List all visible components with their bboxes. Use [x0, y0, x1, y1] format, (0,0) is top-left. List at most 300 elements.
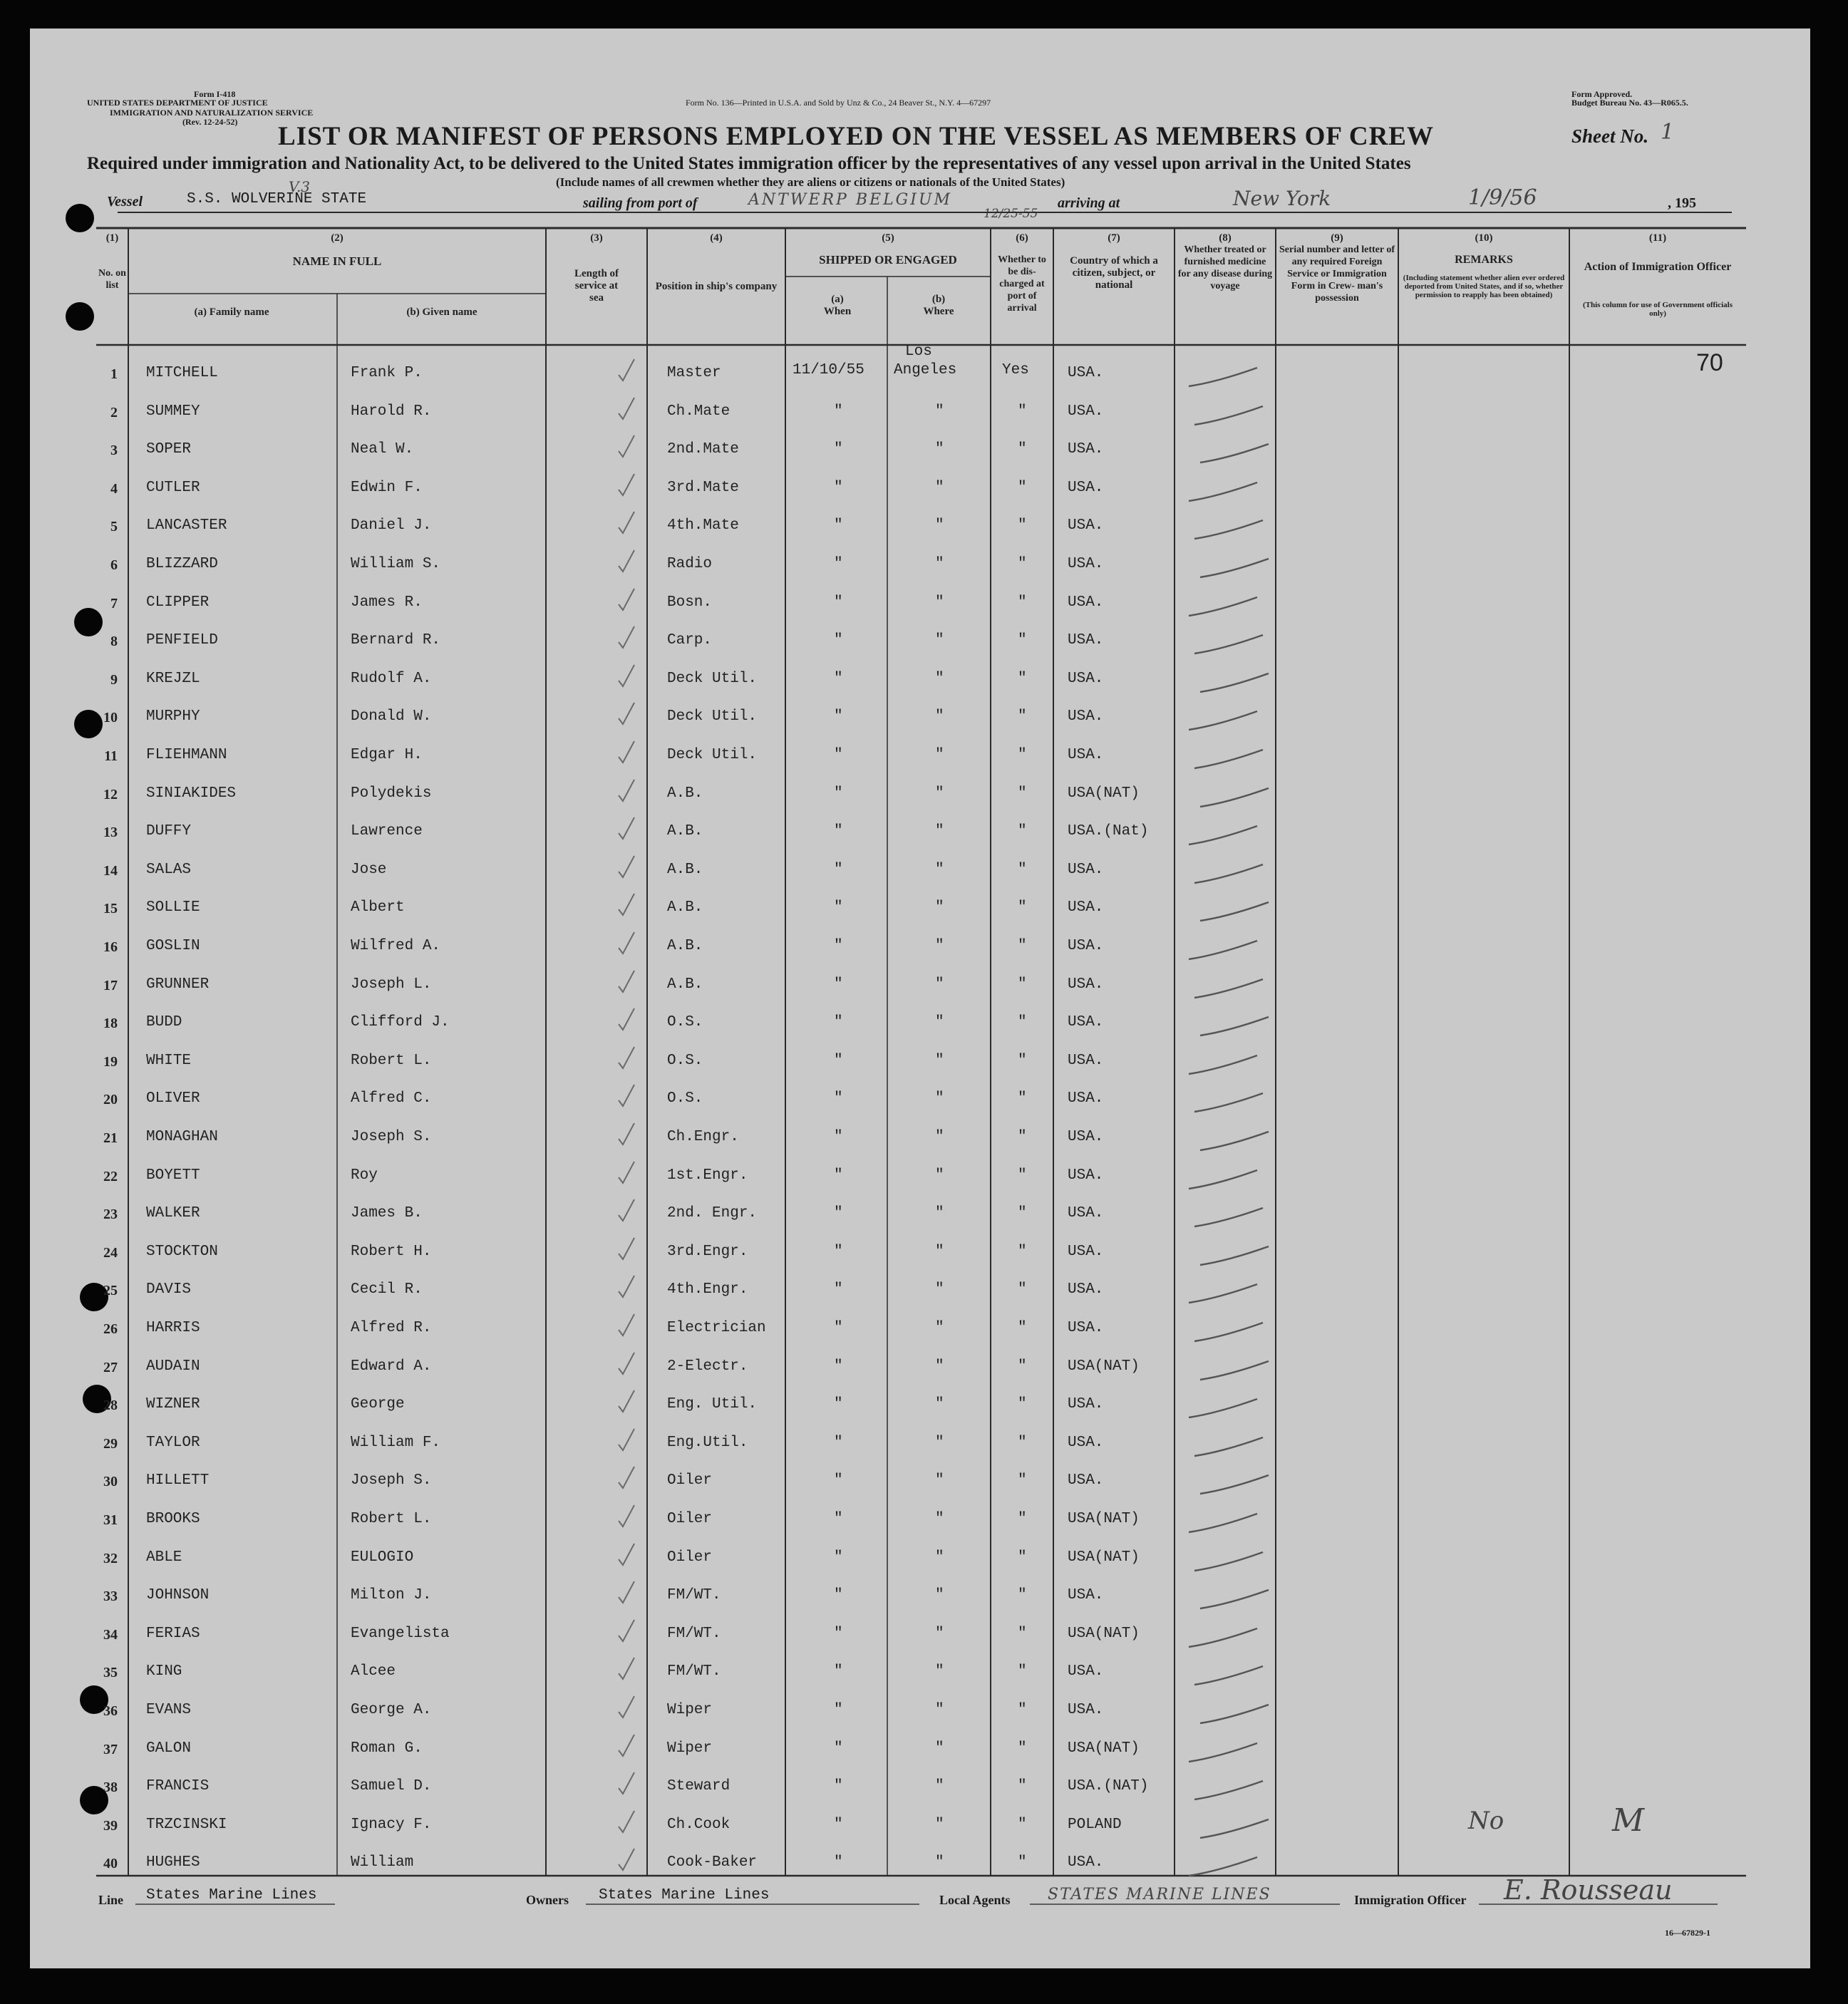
position: Wiper: [667, 1702, 713, 1718]
ditto-where: ": [935, 1014, 944, 1031]
ditto-where: ": [935, 1090, 944, 1107]
ditto-when: ": [834, 1472, 843, 1489]
position: FM/WT.: [667, 1626, 721, 1642]
ditto-when: ": [834, 899, 843, 916]
given-name: Cecil R.: [351, 1281, 423, 1298]
ditto-discharged: ": [1018, 708, 1027, 725]
ditto-discharged: ": [1018, 441, 1027, 458]
country: USA.: [1068, 1281, 1104, 1298]
given-name: Frank P.: [351, 365, 423, 381]
ditto-where: ": [935, 1778, 944, 1794]
ditto-where: ": [935, 594, 944, 611]
given-name: Alfred R.: [351, 1320, 432, 1336]
position: Ch.Mate: [667, 403, 731, 420]
family-name: BOYETT: [146, 1167, 200, 1184]
ditto-where: ": [935, 1854, 944, 1871]
row-number: 37: [103, 1742, 118, 1757]
medicine-dash: [1189, 1055, 1257, 1074]
ditto-when: ": [834, 1129, 843, 1145]
given-name: Lawrence: [351, 823, 423, 840]
ditto-discharged: ": [1018, 1511, 1027, 1527]
country: USA.: [1068, 747, 1104, 763]
row-number: 8: [110, 634, 118, 649]
medicine-dash: [1200, 1819, 1269, 1838]
col5a-header: (a) When: [823, 294, 852, 317]
position: Wiper: [667, 1740, 713, 1757]
col11-header: Action of Immigration Officer: [1584, 261, 1732, 273]
check-mark: [619, 894, 634, 915]
col5-number: (5): [882, 232, 894, 244]
medicine-dash: [1189, 1857, 1257, 1876]
given-name: Robert L.: [351, 1053, 432, 1069]
family-name: FERIAS: [146, 1626, 200, 1642]
medicine-dash: [1189, 826, 1257, 845]
country: USA.(Nat): [1068, 823, 1149, 840]
check-mark: [619, 665, 634, 686]
check-mark: [619, 1199, 634, 1221]
position: O.S.: [667, 1053, 703, 1069]
ditto-where: ": [935, 1472, 944, 1489]
medicine-dash: [1194, 406, 1263, 425]
check-mark: [619, 1696, 634, 1718]
row-number: 19: [103, 1054, 118, 1070]
ditto-when: ": [834, 1817, 843, 1833]
ditto-discharged: ": [1018, 823, 1027, 840]
ditto-when: ": [834, 403, 843, 420]
ditto-discharged: ": [1018, 785, 1027, 802]
medicine-dash: [1189, 1399, 1257, 1417]
country: USA.: [1068, 1472, 1104, 1489]
family-name: PENFIELD: [146, 632, 218, 649]
agents-label: Local Agents: [939, 1893, 1011, 1907]
family-name: SUMMEY: [146, 403, 200, 420]
country: USA(NAT): [1068, 1358, 1140, 1375]
owners-value: States Marine Lines: [599, 1887, 770, 1904]
ditto-discharged: ": [1018, 1167, 1027, 1184]
col4-number: (4): [710, 232, 723, 244]
medicine-dash: [1200, 788, 1269, 807]
row-number: 11: [104, 748, 118, 764]
ditto-where: ": [935, 899, 944, 916]
given-name: Joseph S.: [351, 1129, 432, 1145]
medicine-dash: [1189, 368, 1257, 386]
given-name: Albert: [351, 899, 405, 916]
ditto-discharged: ": [1018, 1817, 1027, 1833]
col6-header: Whether to be dis- charged at port of arrival: [998, 254, 1046, 314]
family-name: HILLETT: [146, 1472, 210, 1489]
given-name: Harold R.: [351, 403, 432, 420]
position: Carp.: [667, 632, 713, 649]
row-number: 32: [103, 1551, 118, 1566]
ditto-where: ": [935, 1663, 944, 1680]
ditto-when: ": [834, 1435, 843, 1451]
ditto-when: ": [834, 1167, 843, 1184]
shipped-when: 11/10/55: [793, 362, 864, 378]
family-name: MURPHY: [146, 708, 200, 725]
row-number: 35: [103, 1665, 118, 1680]
medicine-dash: [1194, 1208, 1263, 1226]
ditto-where: ": [935, 938, 944, 954]
given-name: Roman G.: [351, 1740, 423, 1757]
position: Bosn.: [667, 594, 713, 611]
ditto-where: ": [935, 1396, 944, 1412]
ditto-when: ": [834, 671, 843, 687]
given-name: Jose: [351, 862, 387, 878]
family-name: STOCKTON: [146, 1244, 218, 1260]
ditto-where: ": [935, 556, 944, 572]
position: Oiler: [667, 1472, 713, 1489]
row-number: 31: [103, 1512, 118, 1528]
check-mark: [619, 1314, 634, 1336]
ditto-where: ": [935, 1511, 944, 1527]
medicine-dash: [1200, 1361, 1269, 1380]
check-mark: [619, 817, 634, 839]
check-mark: [619, 512, 634, 533]
ditto-discharged: ": [1018, 1320, 1027, 1336]
check-mark: [619, 1658, 634, 1679]
ditto-discharged: ": [1018, 1435, 1027, 1451]
check-mark: [619, 1008, 634, 1030]
discharged-value: Yes: [1002, 362, 1029, 378]
country: USA.: [1068, 480, 1104, 496]
ditto-where: ": [935, 785, 944, 802]
family-name: HUGHES: [146, 1854, 200, 1871]
family-name: BROOKS: [146, 1511, 200, 1527]
given-name: George A.: [351, 1702, 432, 1718]
check-mark: [619, 1811, 634, 1832]
ditto-when: ": [834, 1320, 843, 1336]
check-mark: [619, 1276, 634, 1297]
ditto-when: ": [834, 785, 843, 802]
arriving-at: New York: [1233, 187, 1331, 210]
medicine-dash: [1189, 1628, 1257, 1647]
col1-header: No. on list: [98, 268, 126, 291]
ditto-discharged: ": [1018, 938, 1027, 954]
country: USA.: [1068, 1014, 1104, 1031]
position: A.B.: [667, 938, 703, 954]
check-mark: [619, 703, 634, 724]
row-number: 38: [103, 1780, 118, 1795]
ditto-where: ": [935, 708, 944, 725]
medicine-dash: [1200, 559, 1269, 577]
position: 1st.Engr.: [667, 1167, 748, 1184]
ditto-discharged: ": [1018, 1549, 1027, 1566]
given-name: Samuel D.: [351, 1778, 432, 1794]
ditto-when: ": [834, 594, 843, 611]
row-number: 14: [103, 863, 118, 879]
check-mark: [619, 550, 634, 572]
owners-label: Owners: [526, 1893, 569, 1907]
given-name: Edward A.: [351, 1358, 432, 1375]
family-name: CLIPPER: [146, 594, 210, 611]
position: A.B.: [667, 862, 703, 878]
sheet-label: Sheet No.: [1571, 125, 1648, 147]
check-mark: [619, 1390, 634, 1412]
row-number: 20: [103, 1092, 118, 1107]
ditto-when: ": [834, 1090, 843, 1107]
check-mark: [619, 1544, 634, 1565]
ditto-where: ": [935, 747, 944, 763]
country: USA.: [1068, 403, 1104, 420]
check-mark: [619, 435, 634, 457]
sailing-from: ANTWERP BELGIUM: [748, 191, 953, 209]
check-mark: [619, 1735, 634, 1756]
position: FM/WT.: [667, 1663, 721, 1680]
ditto-discharged: ": [1018, 976, 1027, 993]
given-name: Robert L.: [351, 1511, 432, 1527]
check-mark: [619, 856, 634, 877]
budget-bureau: Budget Bureau No. 43—R065.5.: [1571, 98, 1688, 108]
col2-number: (2): [331, 232, 344, 244]
row-number: 22: [103, 1169, 118, 1184]
given-name: Donald W.: [351, 708, 432, 725]
country: USA(NAT): [1068, 785, 1140, 802]
family-name: SOLLIE: [146, 899, 200, 916]
ditto-discharged: ": [1018, 1663, 1027, 1680]
ditto-when: ": [834, 1663, 843, 1680]
action-value: 70: [1696, 349, 1723, 376]
ditto-when: ": [834, 823, 843, 840]
position: Eng.Util.: [667, 1435, 748, 1451]
country: USA.: [1068, 594, 1104, 611]
ditto-where: ": [935, 862, 944, 878]
sailing-date: 12/25-55: [984, 207, 1038, 221]
ditto-when: ": [834, 1396, 843, 1412]
ditto-discharged: ": [1018, 1014, 1027, 1031]
row-number: 6: [110, 557, 118, 573]
ditto-where: ": [935, 671, 944, 687]
vessel-annotation: V.3: [289, 178, 311, 195]
ditto-where: ": [935, 1205, 944, 1221]
sailing-label: sailing from port of: [583, 195, 698, 211]
check-mark: [619, 741, 634, 763]
service-name: IMMIGRATION AND NATURALIZATION SERVICE: [110, 108, 314, 118]
row-number: 39: [103, 1818, 118, 1834]
country: USA.: [1068, 632, 1104, 649]
printer-note: Form No. 136—Printed in U.S.A. and Sold by Unz & Co., 24 Beaver St., N.Y. 4—67297: [686, 98, 991, 108]
given-name: Daniel J.: [351, 517, 432, 534]
ditto-when: ": [834, 632, 843, 649]
given-name: Milton J.: [351, 1587, 432, 1603]
row-number: 10: [103, 710, 118, 725]
position: O.S.: [667, 1014, 703, 1031]
position: Cook-Baker: [667, 1854, 758, 1871]
shipped-where-line2: Angeles: [894, 362, 957, 378]
col8-header: Whether treated or furnished medicine for any disease during voyage: [1177, 244, 1273, 291]
ditto-where: ": [935, 1817, 944, 1833]
given-name: Edwin F.: [351, 480, 423, 496]
ditto-discharged: ": [1018, 594, 1027, 611]
family-name: MITCHELL: [146, 365, 218, 381]
position: 3rd.Engr.: [667, 1244, 748, 1260]
ditto-where: ": [935, 517, 944, 534]
officer-signature: E. Rousseau: [1504, 1874, 1673, 1906]
ditto-discharged: ": [1018, 1244, 1027, 1260]
family-name: MONAGHAN: [146, 1129, 218, 1145]
ditto-discharged: ": [1018, 403, 1027, 420]
medicine-dash: [1194, 1781, 1263, 1799]
position: Oiler: [667, 1511, 713, 1527]
ditto-where: ": [935, 1435, 944, 1451]
ditto-where: ": [935, 1358, 944, 1375]
country: USA.: [1068, 938, 1104, 954]
check-mark: [619, 1581, 634, 1603]
position: A.B.: [667, 823, 703, 840]
ditto-when: ": [834, 1358, 843, 1375]
ditto-when: ": [834, 1244, 843, 1260]
ditto-where: ": [935, 1587, 944, 1603]
ditto-when: ": [834, 1626, 843, 1642]
ditto-where: ": [935, 1549, 944, 1566]
position: FM/WT.: [667, 1587, 721, 1603]
position: Deck Util.: [667, 708, 758, 725]
position: O.S.: [667, 1090, 703, 1107]
ditto-where: ": [935, 1167, 944, 1184]
medicine-dash: [1189, 1170, 1257, 1189]
given-name: Rudolf A.: [351, 671, 432, 687]
ditto-discharged: ": [1018, 1358, 1027, 1375]
country: USA.: [1068, 1435, 1104, 1451]
family-name: FRANCIS: [146, 1778, 210, 1794]
given-name: Bernard R.: [351, 632, 441, 649]
medicine-dash: [1194, 1552, 1263, 1571]
ditto-when: ": [834, 1511, 843, 1527]
family-name: JOHNSON: [146, 1587, 210, 1603]
col7-header: Country of which a citizen, subject, or national: [1070, 255, 1158, 291]
country: USA(NAT): [1068, 1549, 1140, 1566]
row-number: 2: [110, 405, 118, 420]
ditto-discharged: ": [1018, 862, 1027, 878]
country: USA.: [1068, 899, 1104, 916]
given-name: Clifford J.: [351, 1014, 450, 1031]
medicine-dash: [1194, 520, 1263, 539]
row-number: 18: [103, 1016, 118, 1031]
position: 2nd.Mate: [667, 441, 739, 458]
country: USA.: [1068, 1587, 1104, 1603]
country: USA(NAT): [1068, 1740, 1140, 1757]
col10-header: REMARKS: [1455, 254, 1513, 266]
position: Deck Util.: [667, 671, 758, 687]
given-name: Polydekis: [351, 785, 432, 802]
ditto-discharged: ": [1018, 1740, 1027, 1757]
family-name: EVANS: [146, 1702, 192, 1718]
family-name: LANCASTER: [146, 517, 227, 534]
ditto-when: ": [834, 862, 843, 878]
form-number: Form I-418: [194, 89, 236, 99]
col3-number: (3): [590, 232, 603, 244]
ditto-where: ": [935, 976, 944, 993]
check-mark: [619, 1467, 634, 1488]
page-title: LIST OR MANIFEST OF PERSONS EMPLOYED ON THE VESSEL AS MEMBERS OF CREW: [278, 122, 1434, 151]
given-name: EULOGIO: [351, 1549, 414, 1566]
ditto-discharged: ": [1018, 1281, 1027, 1298]
medicine-dash: [1194, 1666, 1263, 1685]
given-name: Ignacy F.: [351, 1817, 432, 1833]
medicine-dash: [1200, 902, 1269, 921]
ditto-when: ": [834, 441, 843, 458]
family-name: DAVIS: [146, 1281, 192, 1298]
ditto-discharged: ": [1018, 1053, 1027, 1069]
medicine-dash: [1194, 979, 1263, 998]
medicine-dash: [1194, 1323, 1263, 1341]
country: USA.: [1068, 1854, 1104, 1871]
col2-header: NAME IN FULL: [292, 254, 382, 268]
medicine-dash: [1189, 1743, 1257, 1762]
col6-number: (6): [1016, 232, 1028, 244]
ditto-discharged: ": [1018, 1854, 1027, 1871]
col1-number: (1): [105, 232, 119, 244]
given-name: James B.: [351, 1205, 423, 1221]
ditto-discharged: ": [1018, 1626, 1027, 1642]
country: USA.: [1068, 1205, 1104, 1221]
ditto-when: ": [834, 1014, 843, 1031]
ditto-discharged: ": [1018, 517, 1027, 534]
given-name: William F.: [351, 1435, 441, 1451]
row-number: 4: [110, 481, 118, 497]
given-name: Wilfred A.: [351, 938, 441, 954]
position: Eng. Util.: [667, 1396, 758, 1412]
family-name: SALAS: [146, 862, 192, 878]
row-number: 23: [103, 1207, 118, 1222]
country: USA.: [1068, 1053, 1104, 1069]
position: Electrician: [667, 1320, 766, 1336]
ditto-where: ": [935, 441, 944, 458]
col2b-header: (b) Given name: [406, 306, 478, 318]
country: USA(NAT): [1068, 1626, 1140, 1642]
row-number: 1: [110, 366, 118, 382]
ditto-when: ": [834, 708, 843, 725]
officer-label: Immigration Officer: [1354, 1893, 1467, 1907]
given-name: James R.: [351, 594, 423, 611]
row-number: 15: [103, 901, 118, 916]
family-name: BUDD: [146, 1014, 182, 1031]
country: USA.: [1068, 976, 1104, 993]
ditto-when: ": [834, 1587, 843, 1603]
vessel-name: S.S. WOLVERINE STATE: [187, 191, 367, 207]
position: A.B.: [667, 899, 703, 916]
form-approved: Form Approved.: [1571, 89, 1633, 99]
row-number: 29: [103, 1436, 118, 1452]
position: Ch.Engr.: [667, 1129, 739, 1145]
check-mark: [619, 626, 634, 648]
medicine-dash: [1194, 864, 1263, 883]
country: USA.: [1068, 1663, 1104, 1680]
col2a-header: (a) Family name: [194, 306, 269, 318]
medicine-dash: [1200, 1132, 1269, 1150]
form-code: 16—67829-1: [1665, 1928, 1710, 1938]
family-name: WALKER: [146, 1205, 200, 1221]
col9-header: Serial number and letter of any required Foreign Service or Immigration Form in Crew- man's possession: [1279, 244, 1395, 304]
col3-header: Length of service at sea: [574, 268, 619, 304]
check-mark: [619, 780, 634, 801]
row-number: 34: [103, 1627, 118, 1643]
medicine-dash: [1200, 1705, 1269, 1723]
check-mark: [619, 1620, 634, 1641]
ditto-discharged: ": [1018, 556, 1027, 572]
row-number: 12: [103, 787, 118, 802]
country: USA.: [1068, 862, 1104, 878]
family-name: GALON: [146, 1740, 192, 1757]
medicine-dash: [1200, 1590, 1269, 1608]
col11-number: (11): [1648, 232, 1667, 244]
given-name: Neal W.: [351, 441, 414, 458]
ditto-where: ": [935, 1702, 944, 1718]
action-value: M: [1612, 1802, 1645, 1839]
check-mark: [619, 359, 634, 381]
line-value: States Marine Lines: [146, 1887, 317, 1904]
family-name: KING: [146, 1663, 182, 1680]
given-name: Alcee: [351, 1663, 396, 1680]
